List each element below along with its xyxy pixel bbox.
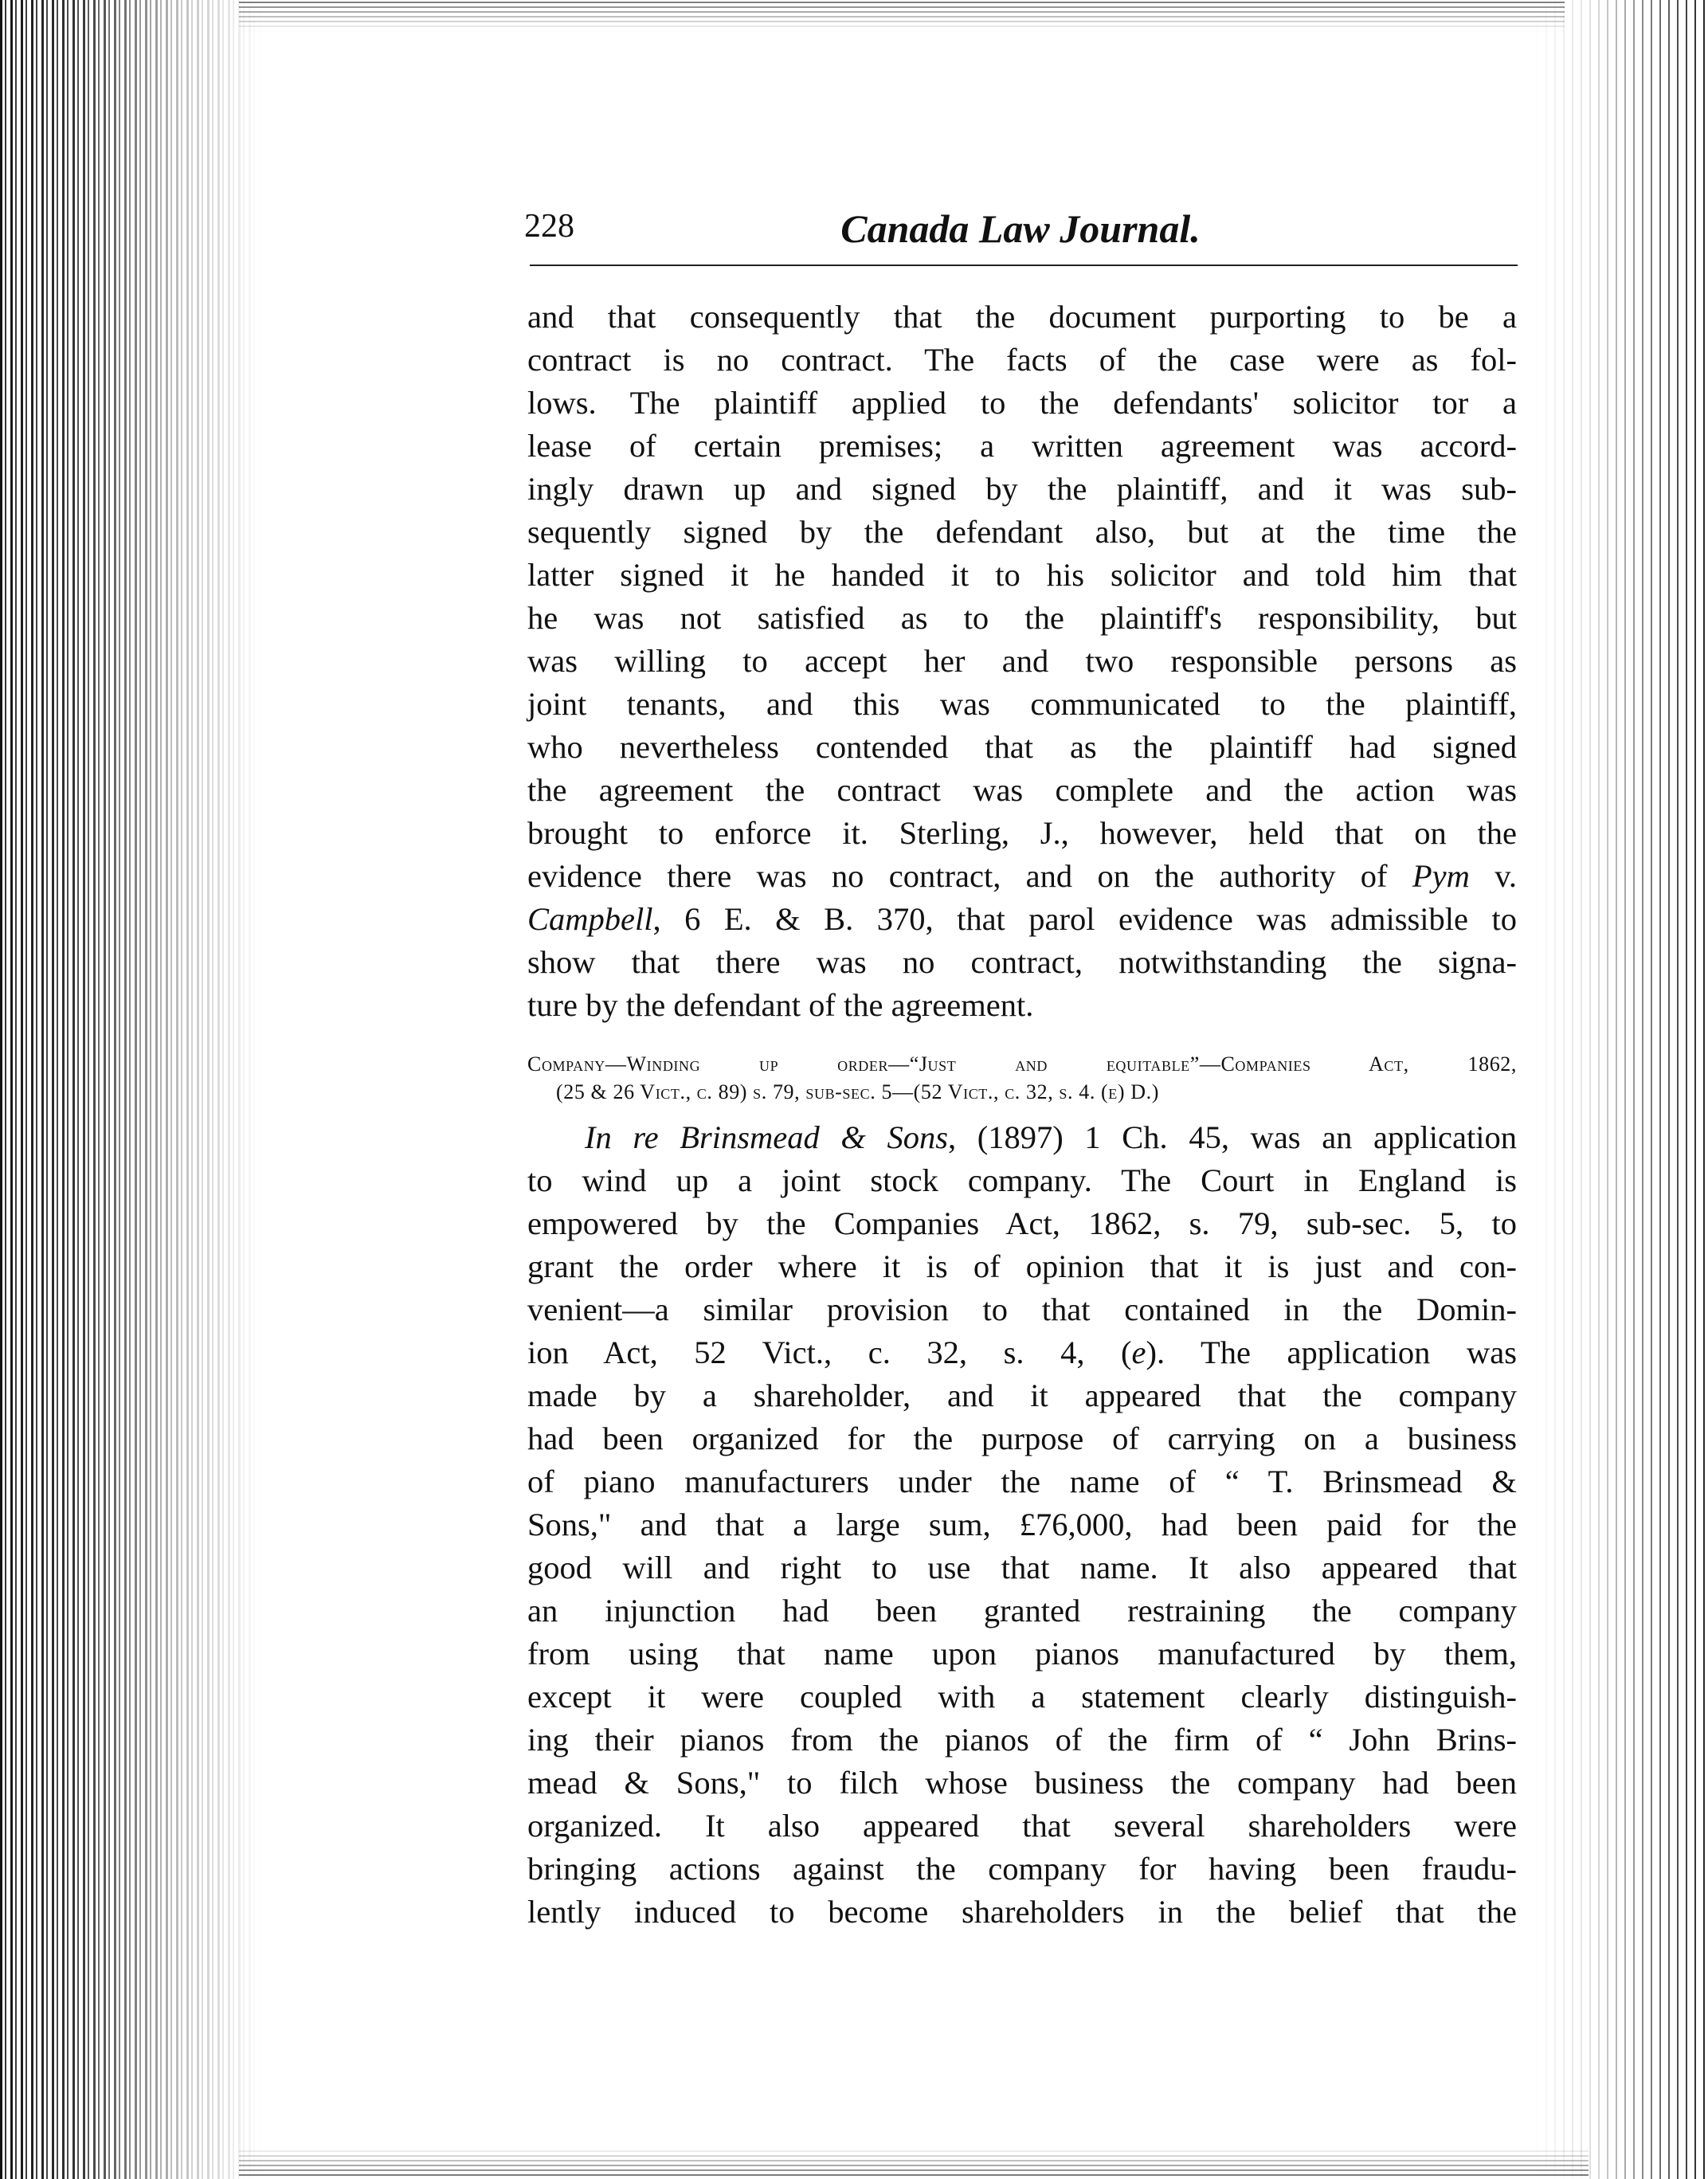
text-line: who nevertheless contended that as the plaintiff had signed	[527, 729, 1517, 765]
running-title: Canada Law Journal.	[840, 206, 1201, 251]
text-line: joint tenants, and this was communicated to the plaintiff,	[527, 686, 1517, 722]
text-line: except it were coupled with a statement clearly distinguish-	[527, 1679, 1517, 1715]
header-rule	[530, 265, 1518, 266]
text-line: ture by the defendant of the agreement.	[527, 987, 1034, 1023]
text-line: latter signed it he handed it to his solicitor and told him that	[527, 557, 1517, 593]
text-line: the agreement the contract was complete and the action was	[527, 772, 1517, 808]
text-line: empowered by the Companies Act, 1862, s. 79, sub-sec. 5, to	[527, 1205, 1517, 1241]
text-line: Sons," and that a large sum, £76,000, had been paid for the	[527, 1507, 1517, 1542]
text-line: and that consequently that the document purporting to be a	[527, 299, 1517, 335]
text-line: lently induced to become shareholders in the belief that the	[527, 1894, 1517, 1930]
text-line: ingly drawn up and signed by the plaintiff, and it was sub-	[527, 471, 1517, 507]
text-run: evidence there was no contract, and on the authority of	[527, 858, 1412, 894]
text-line: bringing actions against the company for having been fraudu-	[527, 1851, 1517, 1887]
top-edge-shadow	[239, 0, 1565, 32]
case-name: Pym	[1412, 858, 1470, 894]
text-run: ). The application was	[1146, 1334, 1517, 1370]
text-line: mead & Sons," to filch whose business the company had been	[527, 1765, 1517, 1801]
text-line: show that there was no contract, notwithstanding the signa-	[527, 944, 1517, 980]
text-run: , 6 E. & B. 370, that parol evidence was admissible to	[652, 901, 1517, 937]
headnote-line: Company—Winding up order—“Just and equitable”—Companies Act, 1862,	[527, 1052, 1517, 1076]
text-line: to wind up a joint stock company. The Court in England is	[527, 1162, 1517, 1198]
text-line	[527, 903, 1517, 936]
case-name: In re Brinsmead & Sons	[585, 1119, 949, 1155]
page-header	[523, 206, 1518, 269]
page-number: 228	[524, 208, 574, 245]
text-line: was willing to accept her and two responsible persons as	[527, 643, 1517, 679]
text-line: of piano manufacturers under the name of “ T. Brinsmead &	[527, 1464, 1517, 1499]
text-line: contract is no contract. The facts of the case were as fol-	[527, 342, 1517, 378]
text-line: lows. The plaintiff applied to the defendants' solicitor tor a	[527, 385, 1517, 421]
text-line: organized. It also appeared that several shareholders were	[527, 1808, 1517, 1844]
case-name: Campbell	[527, 901, 653, 937]
text-line: an injunction had been granted restraining the company	[527, 1593, 1517, 1628]
text-line: sequently signed by the defendant also, but at the time the	[527, 514, 1517, 550]
text-line	[527, 860, 1517, 893]
text-line: he was not satisfied as to the plaintiff's responsibility, but	[527, 600, 1517, 636]
text-run: e	[1131, 1334, 1146, 1370]
text-line: good will and right to use that name. It also appeared that	[527, 1550, 1517, 1585]
text-run: v.	[1469, 858, 1517, 894]
text-line: ing their pianos from the pianos of the firm of “ John Brins-	[527, 1722, 1517, 1758]
text-run: , (1897) 1 Ch. 45, was an application	[948, 1119, 1517, 1155]
text-run: ion Act, 52 Vict., c. 32, s. 4, (	[527, 1334, 1132, 1370]
book-gutter-shadow	[0, 0, 263, 2179]
text-line	[585, 1119, 1517, 1155]
text-line: had been organized for the purpose of carrying on a business	[527, 1421, 1517, 1456]
headnote-line: (25 & 26 Vict., c. 89) s. 79, sub-sec. 5—(52 Vict., c. 32, s. 4. (e) D.)	[556, 1080, 1159, 1103]
text-line: lease of certain premises; a written agreement was accord-	[527, 428, 1517, 464]
page-edge-shadow	[1533, 0, 1708, 2179]
text-line: grant the order where it is of opinion that it is just and con-	[527, 1248, 1517, 1284]
text-line: brought to enforce it. Sterling, J., however, held that on the	[527, 815, 1517, 851]
text-line: made by a shareholder, and it appeared that the company	[527, 1378, 1517, 1413]
text-line: venient—a similar provision to that contained in the Domin-	[527, 1291, 1517, 1327]
bottom-edge-shadow	[239, 2147, 1589, 2179]
text-line	[527, 1334, 1517, 1370]
text-line: from using that name upon pianos manufactured by them,	[527, 1636, 1517, 1671]
